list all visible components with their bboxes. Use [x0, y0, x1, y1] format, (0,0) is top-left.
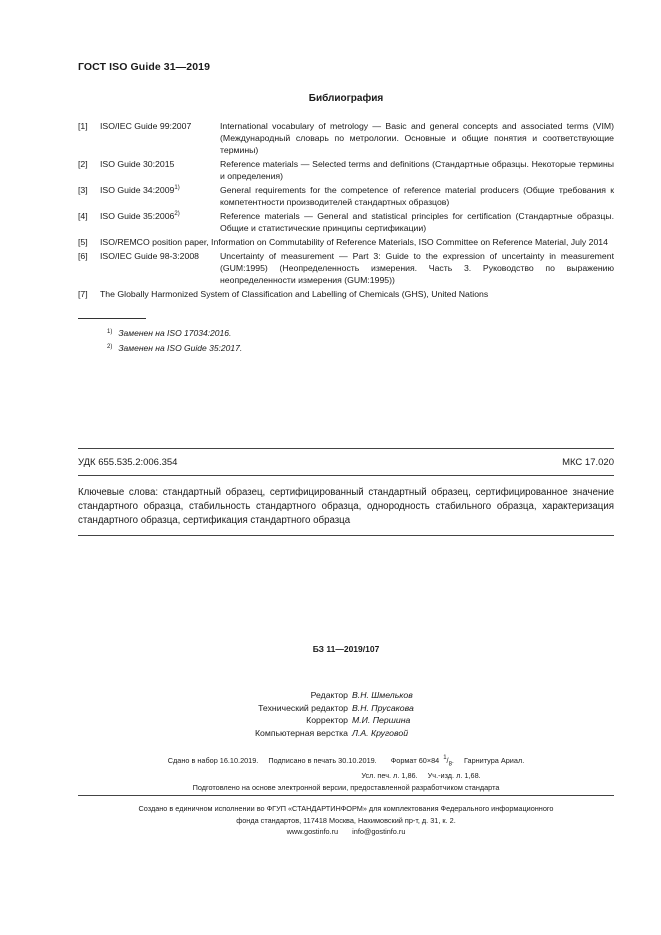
footnotes	[107, 325, 242, 355]
print-info	[78, 755, 614, 794]
bib-number: [7]	[78, 289, 88, 299]
credit-role: Корректор	[306, 715, 348, 725]
credit-name: Л.А. Круговой	[352, 727, 409, 738]
bib-code: ISO/IEC Guide 98-3:2008	[100, 251, 199, 261]
footnote-ref: 2)	[174, 211, 180, 217]
bibliography-title: Библиография	[308, 93, 384, 104]
publisher-info	[78, 803, 614, 838]
bib-entry-2	[78, 158, 614, 182]
credits	[78, 689, 614, 739]
bib-entry-5	[78, 236, 614, 248]
bib-text: Reference materials — General and statistical principles for certification (Стандартные образцы. Общие и статистические принципы сертификации)	[220, 211, 614, 233]
publisher-line-2: фонда стандартов, 117418 Москва, Нахимовский пр-т, д. 31, к. 2.	[236, 815, 456, 825]
footnote-separator	[78, 318, 146, 319]
footnote-mark: 2)	[107, 344, 113, 350]
keywords: Ключевые слова: стандартный образец, сертифицированный стандартный образец, сертифицированное значение стандартного образца, стабильность стандартного образца, однородность стабильного образца, характеризация стандартного образца, сертификация стандартного образца	[78, 487, 614, 526]
credit-role: Компьютерная верстка	[254, 727, 348, 738]
divider-top	[78, 448, 614, 449]
footnote-text: Заменен на ISO 17034:2016.	[118, 328, 232, 338]
footnote-2	[107, 340, 242, 355]
credit-editor	[78, 689, 614, 702]
bib-number: [6]	[78, 251, 88, 261]
divider-udk	[78, 475, 614, 476]
divider-keywords	[78, 535, 614, 536]
bib-text: The Globally Harmonized System of Classification and Labelling of Chemicals (GHS), United Nations	[100, 289, 489, 299]
bib-text: Reference materials — Selected terms and definitions (Стандартные образцы. Некоторые термины и определения)	[220, 159, 614, 181]
publisher-line-1: Создано в единичном исполнении во ФГУП «СТАНДАРТИНФОРМ» для комплектования Федерального информационного	[138, 804, 554, 813]
mks-code: МКС 17.020	[562, 457, 614, 468]
bib-text: Uncertainty of measurement — Part 3: Guide to the expression of uncertainty in measurement (GUM:1995) (Неопределенность измерения. Часть 3. Руководство по выражению неопределенности измерения (GUM:1995))	[220, 251, 614, 285]
bib-text: General requirements for the competence of reference material producers (Общие требования к компетентности производителей стандартных образцов)	[220, 185, 614, 207]
bib-number: [3]	[78, 185, 88, 195]
footnote-mark: 1)	[107, 329, 113, 335]
bib-code: ISO Guide 30:2015	[100, 159, 175, 169]
udk-code: УДК 655.535.2:006.354	[78, 457, 178, 468]
credit-role: Технический редактор	[258, 702, 348, 713]
bib-entry-6	[78, 250, 614, 286]
bib-number: [4]	[78, 211, 88, 221]
bib-code: ISO/IEC Guide 99:2007	[100, 121, 192, 131]
bib-number: [1]	[78, 121, 88, 131]
bib-entry-3	[78, 184, 614, 208]
footnote-text: Заменен на ISO Guide 35:2017.	[118, 343, 243, 353]
bz-number: БЗ 11—2019/107	[312, 644, 380, 654]
credit-proofreader	[78, 714, 614, 727]
bibliography-list	[78, 120, 614, 302]
bib-number: [2]	[78, 159, 88, 169]
print-line-1: Сдано в набор 16.10.2019. Подписано в печать 30.10.2019. Формат 60×84 $^1/_8$. Гарнитура Ариал.	[167, 755, 525, 768]
credit-name: М.И. Першина	[352, 715, 411, 725]
credit-name: В.Н. Прусакова	[352, 702, 414, 713]
credit-tech-editor	[78, 702, 614, 715]
publisher-contacts	[78, 826, 614, 838]
bib-number: [5]	[78, 237, 88, 247]
bib-text: ISO/REMCO position paper, Information on Commutability of Reference Materials, ISO Committee on Reference Material, July 2014	[100, 237, 608, 247]
document-header: ГОСТ ISO Guide 31—2019	[78, 61, 211, 73]
bib-entry-7	[78, 288, 614, 300]
bib-text: International vocabulary of metrology — Basic and general concepts and associated terms (VIM) (Международный словарь по метрологии. Основные и общие понятия и соответствующие термины)	[220, 121, 614, 155]
print-line-3: Подготовлено на основе электронной версии, предоставленной разработчиком стандарта	[192, 783, 500, 793]
bib-code: ISO Guide 34:2009$^{1)}$	[100, 185, 180, 195]
email-link[interactable]: info@gostinfo.ru	[352, 827, 406, 836]
credit-layout	[78, 727, 614, 740]
credit-name: В.Н. Шмельков	[352, 690, 413, 700]
divider-bottom	[78, 795, 614, 796]
bib-code: ISO Guide 35:2006$^{2)}$	[100, 211, 180, 221]
bib-entry-1	[78, 120, 614, 156]
footnote-1	[107, 325, 242, 340]
bib-entry-4	[78, 210, 614, 234]
credit-role: Редактор	[310, 690, 348, 700]
footnote-ref: 1)	[174, 185, 180, 191]
print-line-2: Усл. печ. л. 1,86. Уч.-изд. л. 1,68.	[361, 771, 481, 781]
website-link[interactable]: www.gostinfo.ru	[286, 827, 339, 836]
